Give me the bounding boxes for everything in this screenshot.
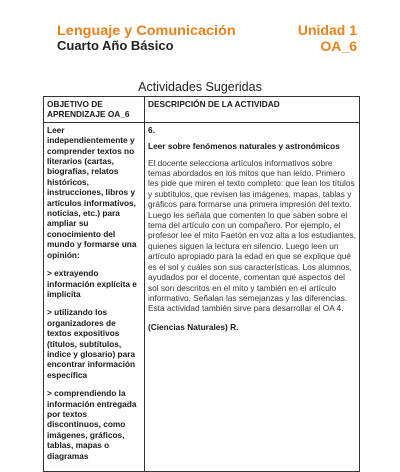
activities-table bbox=[43, 96, 360, 472]
subject-title: Lenguaje y Comunicación bbox=[57, 22, 236, 38]
activity-topic: Leer sobre fenómenos naturales y astronómicos bbox=[148, 141, 340, 152]
activity-cell bbox=[145, 122, 360, 471]
document-header bbox=[57, 22, 357, 62]
objective-cell bbox=[44, 122, 145, 471]
grade-subtitle: Cuarto Año Básico bbox=[57, 38, 174, 53]
activity-number: 6. bbox=[148, 124, 155, 135]
section-title: Actividades Sugeridas bbox=[138, 80, 262, 94]
objective-column-header: OBJETIVO DE APRENDIZAJE OA_6 bbox=[44, 97, 145, 123]
objective-bullet: > utilizando los organizadores de textos expositivos (títulos, subtítulos, índice y glosario) para encontrar información específica bbox=[47, 307, 136, 380]
table-header-row bbox=[44, 97, 360, 123]
objective-intro: Leer independientemente y comprender textos no literarios (cartas, biografías, relatos históricos, instrucciones, libros y artículos informativos, noticias, etc.) para ampliar su conocimiento del mundo y formarse una opinión: bbox=[47, 124, 137, 260]
objective-code: OA_6 bbox=[320, 38, 357, 54]
description-column-header: DESCRIPCIÓN DE LA ACTIVIDAD bbox=[145, 97, 360, 123]
activity-description: El docente selecciona artículos informativos sobre temas abordados en los mitos que han leído. Primero les pide que miren el texto completo: que lean los títulos y subtítulos, que revisen las imágenes, mapas, tablas y gráficos para formarse una primera impresión del texto. Luego les señala que comenten lo que saben sobre el tema del artículo con un compañero. Por ejemplo, el profesor lee el mito Faetón en voz alta a los estudiantes, quienes siguen la lectura en silencio. Luego leen un artículo apropiado para la edad en que se explique qué es el sol y cuáles son sus características. Los alumnos, ayudados por el docente, comentan qué aspectos del sol son descritos en el mito y también en el artículo informativo. Señalan las semejanzas y las diferencias. Esta actividad también sirve para desarrollar el OA 4. bbox=[148, 157, 357, 314]
unit-label: Unidad 1 bbox=[297, 22, 357, 38]
objective-bullet: > comprendiendo la información entregada por textos discontinuos, como imágenes, gráficos, tablas, mapas o diagramas bbox=[47, 388, 137, 461]
table-row bbox=[44, 122, 360, 471]
objective-bullet: > extrayendo información explícita e implícita bbox=[47, 268, 137, 299]
activity-reference: (Ciencias Naturales) R. bbox=[148, 321, 239, 332]
